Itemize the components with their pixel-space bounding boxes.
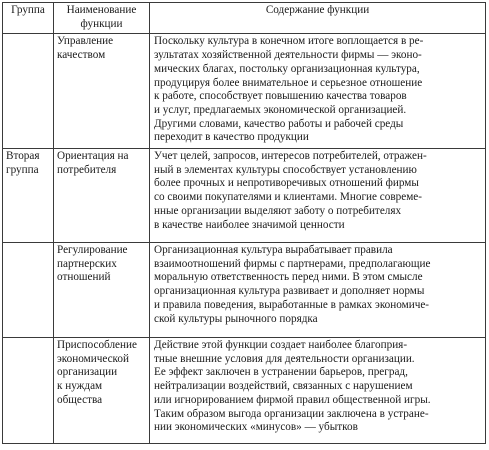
cell-group <box>3 243 54 338</box>
table-row-partners <box>3 243 486 338</box>
cell-content: Учет целей, запросов, интересов потребителей, отражен- ный в элементах культуры способствует установлению более прочных и непротиворечивых отношений фирмы со своими покупателями и клиентами. Многие совреме- нные организации выделяют заботу о потребителях в качестве наиболее значимой ценности <box>150 149 486 243</box>
cell-group <box>3 338 54 444</box>
cell-name: Управление качеством <box>54 34 150 149</box>
cell-name: Ориентация на потребителя <box>54 149 150 243</box>
cell-group <box>3 34 54 149</box>
table-header-row <box>3 3 486 34</box>
header-content: Содержание функции <box>150 3 486 34</box>
cell-name: Регулирование партнерских отношений <box>54 243 150 338</box>
table-row-consumer <box>3 149 486 243</box>
cell-content: Организационная культура вырабатывает правила взаимоотношений фирмы с партнерами, предполагающие моральную ответственность перед ними. В этом смысле организационная культура развивает и дополняет нормы и правила поведения, выработанные в рамках экономиче- ской культуры рыночного порядка <box>150 243 486 338</box>
table-row-quality <box>3 34 486 149</box>
cell-content: Поскольку культура в конечном итоге воплощается в ре- зультатах хозяйственной деятельности фирмы — эконо- мических благах, постольку организационная культура, продуцируя более внимательное и серьезное отношение к работе, способствует повышению качества товаров и услуг, предлагаемых экономической организацией. Другими словами, качество работы и рабочей среды переходит в качество продукции <box>150 34 486 149</box>
cell-group: Вторая группа <box>3 149 54 243</box>
header-name: Наименование функции <box>54 3 150 34</box>
function-table <box>2 2 486 444</box>
header-group: Группа <box>3 3 54 34</box>
function-table-page <box>2 2 486 444</box>
cell-name: Приспособление экономической организации к нуждам общества <box>54 338 150 444</box>
cell-content: Действие этой функции создает наиболее благоприя- тные внешние условия для деятельности организации. Ее эффект заключен в устранении барьеров, преград, нейтрализации воздействий, связанных с нарушением или игнорированием фирмой правил общественной игры. Таким образом выгода организации заключена в устране- нии экономических «минусов» — убытков <box>150 338 486 444</box>
table-row-society <box>3 338 486 444</box>
